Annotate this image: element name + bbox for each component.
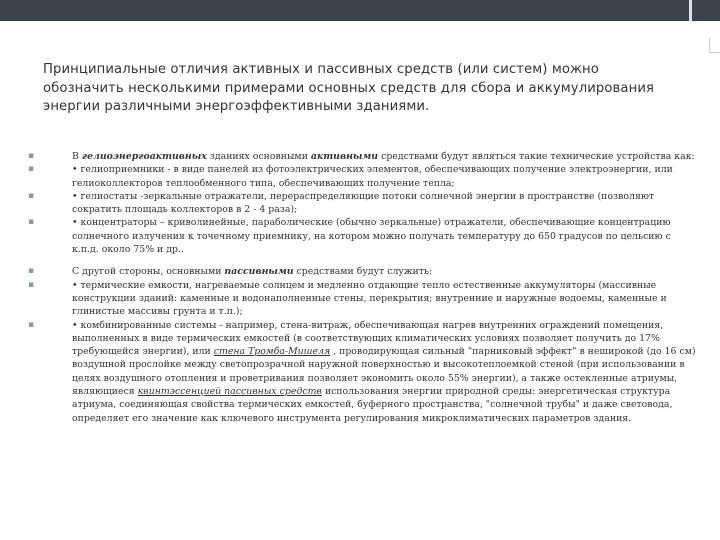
slide-body xyxy=(28,150,700,425)
emphasis-text: квинтэссенцией пассивных средств xyxy=(137,386,322,398)
list-item: ▪ • комбинированные системы - например, стена-витраж, обеспечивающая нагрев внутренних ограждений помещения, выполненных в виде термических емкостей (в соответствующих климатических условиях позволяет получить до 17% требующейся энергии), или стена Тромба-Мишеля , проводирующая сильный "парниковый эффект" в неширокой (до 16 см) воздушной прослойке между светопрозрачной наружной поверхностью и высокотеплоемкой стеной (при использовании в целях воздушного отопления и проветривания позволяет экономить около 55% энергии), а также остекленные атриумы, являющиеся квинтэссенцией пассивных средств использования энергии природной среды: энергетическая структура атриума, соединяющая свойства термических емкостей, буферного пространства, "солнечной трубы" и даже световода, определяет его значение как ключевого инструмента регулирования микроклиматических параметров здания. xyxy=(28,319,696,424)
list-item: ▪ В гелиоэнергоактивных зданиях основными активными средствами будут являться такие технические устройства как: xyxy=(28,151,695,162)
list-item: ▪ С другой стороны, основными пассивными средствами будут служить: xyxy=(28,266,433,278)
emphasis-text: активными xyxy=(310,151,379,162)
bullet-icon: ▪ xyxy=(28,190,35,201)
bullet-icon: ▪ xyxy=(28,151,35,161)
list-item: ▪ • гелиоприемники - в виде панелей из фотоэлектрических элементов, обеспечивающих получение электроэнергии, или гелиоколлекторов теплообменного типа, обеспечивающих получение тепла; xyxy=(28,164,673,189)
list-item: ▪ • концентраторы – криволинейные, параболические (обычно зеркальные) отражатели, обеспечивающие концентрацию солнечного излучения к точечному приемнику, на котором можно получать температуру до 650 градусов по цельсию с к.п.д. около 75% и др.. xyxy=(28,217,671,256)
slide-title: Принципиальные отличия активных и пассивных средств (или систем) можно обозначить несколькими примерами основных средств для сбора и аккумулирования энергии различными энергоэффективными зданиями. xyxy=(43,62,655,114)
emphasis-text: стена Тромба-Мишеля xyxy=(213,346,331,358)
top-bar-accent xyxy=(689,0,692,21)
corner-decoration xyxy=(709,38,720,53)
list-item: ▪ • гелиостаты -зеркальные отражатели, перераспределяющие потоки солнечной энергии в пространстве (позволяют сократить площадь коллекторов в 2 - 4 раза); xyxy=(28,190,655,216)
bullet-icon: ▪ xyxy=(28,217,35,228)
bullet-icon: ▪ xyxy=(28,319,35,330)
bullet-icon: ▪ xyxy=(28,164,35,175)
paragraph-gap xyxy=(28,256,700,265)
bullet-icon: ▪ xyxy=(28,279,35,290)
list-item: ▪ • термические емкости, нагреваемые солнцем и медленно отдающие тепло естественные аккумуляторы (массивные конструкции зданий: каменные и водонаполненные стены, перекрытия; внутренние и наружные водоемы, каменные и глинистые массивы грунта и т.п.); xyxy=(28,279,667,318)
bullet-icon: ▪ xyxy=(28,266,35,277)
emphasis-text: пассивными xyxy=(224,266,294,278)
top-bar xyxy=(0,0,720,21)
emphasis-text: гелиоэнергоактивных xyxy=(81,151,207,162)
